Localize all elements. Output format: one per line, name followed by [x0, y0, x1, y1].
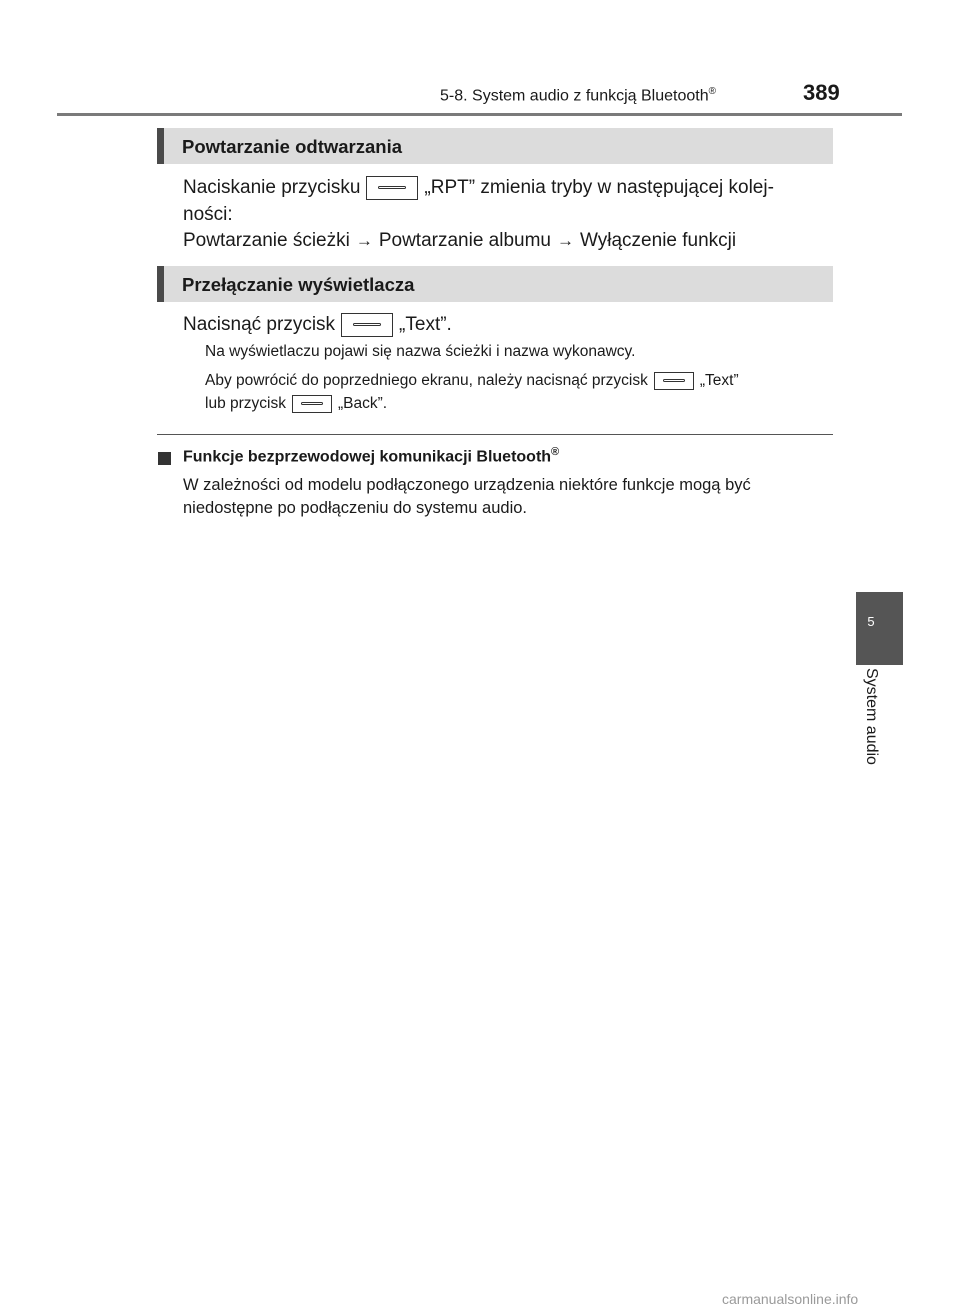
arrow-right-icon: →	[355, 231, 373, 250]
repeat-instruction-line1	[183, 176, 774, 200]
note2-text-before: Aby powrócić do poprzedniego ekranu, należy nacisnąć przycisk	[205, 372, 648, 390]
sequence-off: Wyłączenie funkcji	[580, 230, 737, 251]
note3-text-after: „Back”.	[337, 395, 388, 413]
chapter-label: System audio	[863, 668, 880, 765]
info-line2: niedostępne po podłączeniu do systemu audio.	[183, 499, 527, 517]
arrow-right-icon: →	[557, 231, 574, 250]
note2-text-after: „Text”	[699, 372, 739, 390]
display-text-after: „Text”.	[399, 314, 452, 336]
info-divider	[157, 434, 833, 435]
repeat-instruction-line2: ności:	[183, 204, 233, 225]
chapter-number: 5	[867, 614, 875, 629]
page-number: 389	[803, 80, 840, 105]
display-note1: Na wyświetlaczu pojawi się nazwa ścieżki i nazwa wykonawcy.	[205, 343, 636, 360]
running-header	[440, 86, 716, 105]
sequence-track: Powtarzanie ścieżki	[183, 230, 350, 251]
display-text-before: Nacisnąć przycisk	[183, 314, 336, 336]
note3-text-before: lub przycisk	[205, 395, 286, 413]
section-title-repeat: Powtarzanie odtwarzania	[182, 136, 402, 157]
info-line1: W zależności od modelu podłączonego urządzenia niektóre funkcje mogą być	[183, 476, 751, 494]
repeat-text-before: Naciskanie przycisku	[183, 177, 361, 199]
watermark: carmanualsonline.info	[722, 1291, 859, 1307]
text-key-icon	[341, 313, 393, 337]
rpt-key-icon	[366, 176, 418, 200]
info-title-text: Funkcje bezprzewodowej komunikacji Bluetooth	[183, 448, 552, 466]
header-section-title: 5-8. System audio z funkcją Bluetooth	[440, 87, 709, 105]
registered-mark: ®	[708, 86, 716, 97]
section-heading-display	[157, 266, 833, 302]
registered-mark: ®	[551, 446, 560, 458]
text-key-icon	[654, 372, 694, 390]
section-heading-repeat	[157, 128, 833, 164]
back-key-icon	[292, 395, 332, 413]
repeat-mode-sequence	[183, 230, 736, 252]
info-title	[183, 446, 559, 466]
display-note3	[205, 395, 387, 413]
repeat-text-after: „RPT” zmienia tryby w następującej kolej-	[424, 177, 774, 199]
display-note2	[205, 372, 739, 390]
section-title-display: Przełączanie wyświetlacza	[182, 274, 415, 295]
header-rule	[57, 113, 902, 116]
display-instruction	[183, 313, 452, 337]
sequence-album: Powtarzanie albumu	[378, 230, 551, 251]
square-bullet-icon	[158, 452, 171, 465]
